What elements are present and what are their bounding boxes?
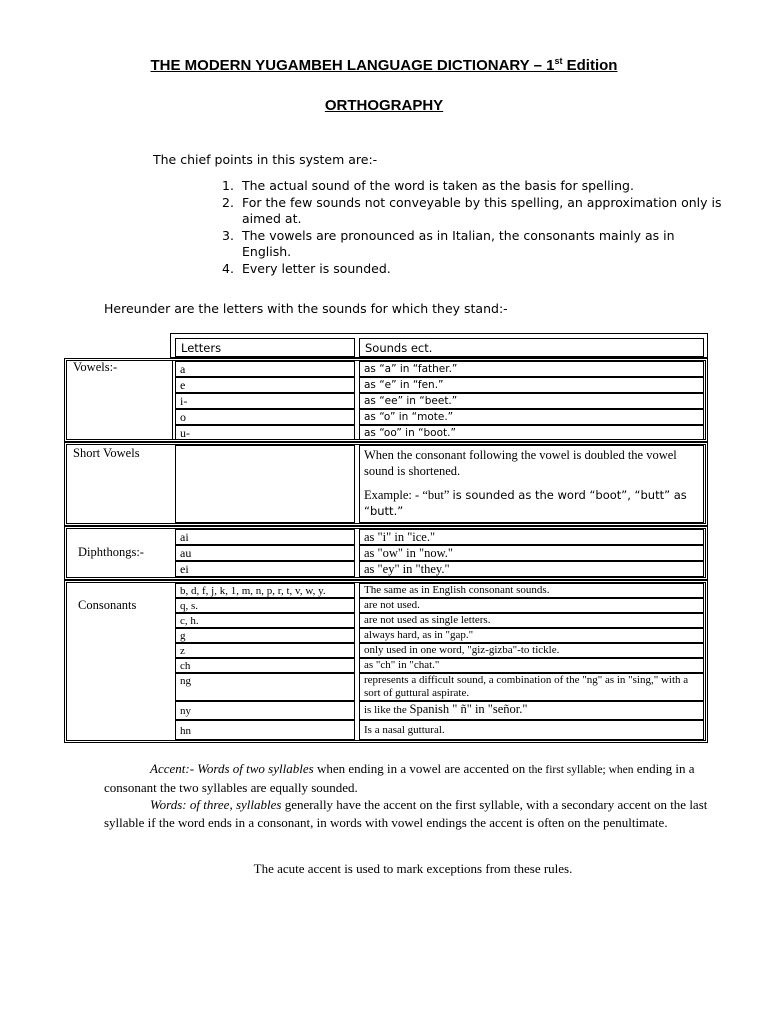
table-cell-sound: as "i" in "ice.": [359, 529, 704, 545]
column-header-sounds: Sounds ect.: [359, 338, 704, 357]
list-item: 4. Every letter is sounded.: [222, 261, 391, 276]
table-cell-letter: a: [175, 361, 355, 377]
table-cell-letter: e: [175, 377, 355, 393]
accent-note: The acute accent is used to mark exceptions from these rules.: [253, 861, 573, 876]
document-title: THE MODERN YUGAMBEH LANGUAGE DICTIONARY – 1st Edition: [150, 56, 618, 74]
list-item: 3. The vowels are pronounced as in Italian, the consonants mainly as in English.: [222, 228, 675, 259]
table-cell-sound: as “e” in “fen.”: [359, 377, 704, 393]
short-vowels-description: [359, 445, 704, 523]
accent-paragraph-1: Accent:- Words of two syllables when ending in a vowel are accented on the first syllable; when ending in a consonant the two syllables are equally sounded.: [104, 761, 695, 795]
table-cell-sound: is like the Spanish " ñ" in "señor.": [359, 701, 704, 720]
table-cell-letter: hn: [175, 720, 355, 740]
table-cell-letter: z: [175, 643, 355, 658]
diphthongs-label: Diphthongs:-: [78, 545, 144, 559]
points-list: [222, 178, 722, 278]
table-cell-sound: as "ey" in "they.": [359, 561, 704, 577]
section-heading: ORTHOGRAPHY: [324, 97, 444, 114]
accent-paragraph-2: Words: of three, syllables generally have the accent on the first syllable, with a secondary accent on the last syllable if the word ends in a consonant, in words with vowel endings the accent is often on the penultimate.: [104, 797, 708, 830]
consonants-label: Consonants: [78, 598, 137, 612]
list-item: 1. The actual sound of the word is taken as the basis for spelling.: [222, 178, 634, 193]
table-cell-letter: ng: [175, 673, 355, 701]
table-cell-sound: as “ee” in “beet.”: [359, 393, 704, 409]
table-cell-letter: o: [175, 409, 355, 425]
short-vowels-rule: When the consonant following the vowel is doubled the vowel sound is shortened.: [364, 448, 677, 478]
table-cell-letter: ei: [175, 561, 355, 577]
table-cell-letter: au: [175, 545, 355, 561]
table-cell-sound: Is a nasal guttural.: [359, 720, 704, 740]
table-cell-letter: u-: [175, 425, 355, 440]
table-cell-letter: ai: [175, 529, 355, 545]
short-vowels-example: Example: - “but” is sounded as the word “boot”, “butt” as “butt.”: [364, 488, 687, 518]
table-cell-letter: q, s.: [175, 598, 355, 613]
table-cell-sound: represents a difficult sound, a combination of the "ng" as in "sing," with a sort of guttural aspirate.: [359, 673, 704, 701]
table-cell-sound: as “oo” in “boot.”: [359, 425, 704, 440]
table-cell-sound: as “a” in “father.”: [359, 361, 704, 377]
intro-text: The chief points in this system are:-: [153, 152, 378, 167]
table-cell-sound: as "ow" in "now.": [359, 545, 704, 561]
table-cell-letter-empty: [175, 445, 355, 523]
vowels-label: Vowels:-: [73, 360, 118, 374]
short-vowels-label: Short Vowels: [73, 446, 140, 460]
table-cell-letter: g: [175, 628, 355, 643]
table-cell-sound: only used in one word, "giz-gizba"-to tickle.: [359, 643, 704, 658]
table-cell-letter: c, h.: [175, 613, 355, 628]
table-cell-sound: always hard, as in "gap.": [359, 628, 704, 643]
column-header-letters: Letters: [175, 338, 355, 357]
table-cell-letter: ny: [175, 701, 355, 720]
table-cell-sound: are not used as single letters.: [359, 613, 704, 628]
table-intro: Hereunder are the letters with the sounds for which they stand:-: [104, 301, 508, 316]
table-cell-sound: as “o” in “mote.”: [359, 409, 704, 425]
table-cell-letter: b, d, f, j, k, 1, m, n, p, r, t, v, w, y.: [175, 583, 355, 598]
table-cell-sound: as "ch" in "chat.": [359, 658, 704, 673]
table-cell-letter: ch: [175, 658, 355, 673]
table-cell-sound: The same as in English consonant sounds.: [359, 583, 704, 598]
table-cell-letter: i-: [175, 393, 355, 409]
table-cell-sound: are not used.: [359, 598, 704, 613]
list-item: 2. For the few sounds not conveyable by this spelling, an approximation only is aimed at.: [222, 195, 722, 226]
